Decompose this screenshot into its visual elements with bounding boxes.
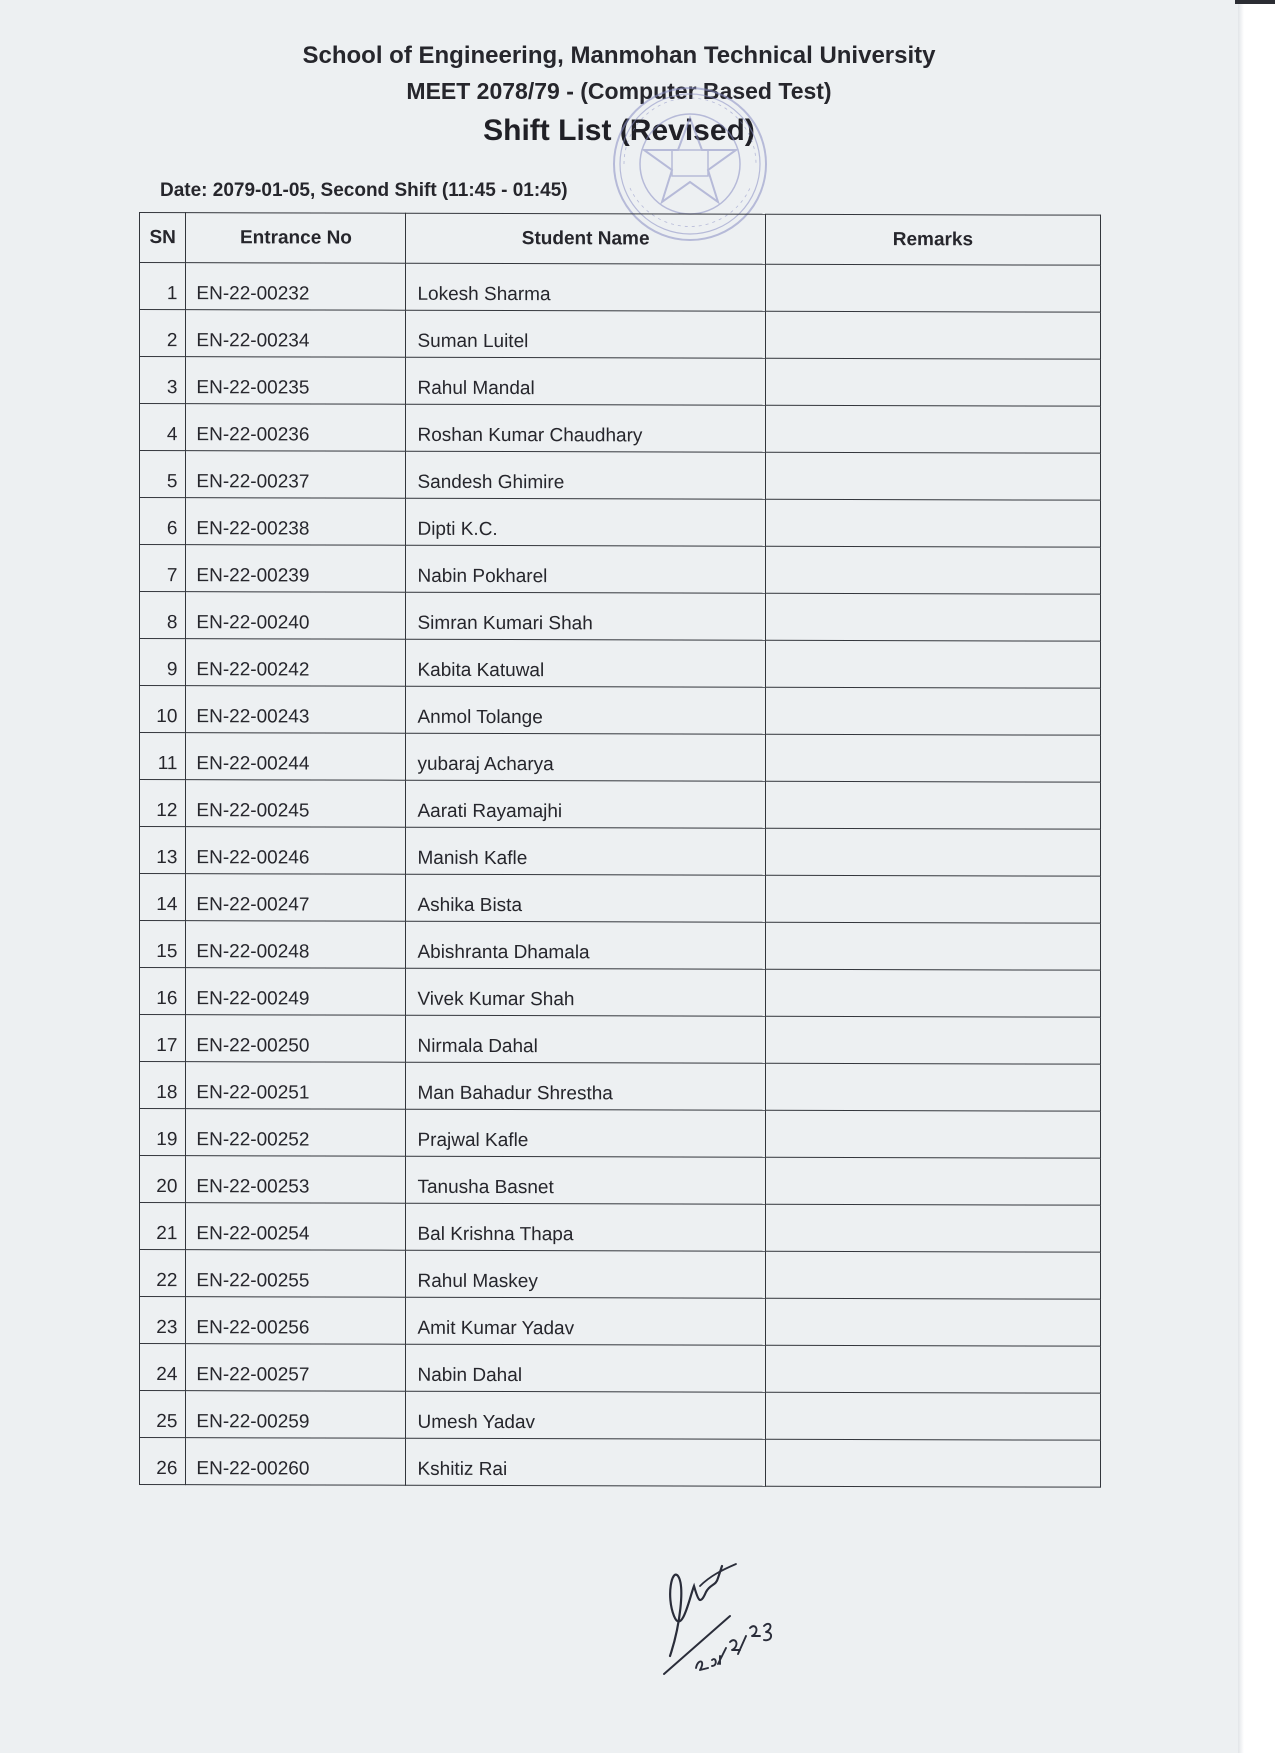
sn-cell: 4 [140,404,186,451]
student-name-cell: Abishranta Dhamala [406,921,765,969]
entrance-no-cell: EN-22-00234 [186,310,406,358]
student-name-cell: Bal Krishna Thapa [406,1203,765,1251]
entrance-no-cell: EN-22-00248 [186,921,406,969]
remarks-cell [765,781,1100,829]
sn-cell: 5 [140,451,186,498]
entrance-no-cell: EN-22-00243 [186,686,406,734]
table-row [140,1015,1101,1065]
page-title: Shift List (Revised) [483,114,755,147]
remarks-cell [765,1251,1100,1299]
exam-heading: MEET 2078/79 - (Computer Based Test) [406,78,832,104]
remarks-cell [765,922,1100,970]
table-row [140,733,1101,783]
entrance-no-cell: EN-22-00260 [186,1438,406,1486]
table-row [140,968,1101,1018]
table-row [140,1156,1101,1206]
sn-cell: 24 [140,1344,186,1391]
remarks-cell [765,969,1100,1017]
remarks-cell [765,828,1100,876]
sn-cell: 20 [140,1156,186,1203]
sn-cell: 1 [140,263,186,310]
student-name-cell: Man Bahadur Shrestha [406,1062,765,1110]
table-row [140,921,1101,971]
entrance-no-cell: EN-22-00247 [186,874,406,922]
sn-cell: 10 [140,686,186,733]
sn-cell: 25 [140,1391,186,1438]
student-name-cell: Roshan Kumar Chaudhary [406,404,765,452]
table-row [140,780,1101,830]
remarks-cell [765,1063,1100,1111]
student-name-cell: Manish Kafle [406,827,765,875]
entrance-no-cell: EN-22-00238 [186,498,406,546]
student-name-cell: Tanusha Basnet [406,1156,765,1204]
sn-cell: 13 [140,827,186,874]
sn-cell: 16 [140,968,186,1015]
entrance-no-cell: EN-22-00244 [186,733,406,781]
entrance-no-cell: EN-22-00250 [186,1015,406,1063]
table-row [140,1344,1101,1394]
remarks-cell [765,499,1100,547]
student-name-cell: Kshitiz Rai [406,1438,765,1486]
remarks-cell [765,1439,1100,1487]
table-row [140,1062,1101,1112]
student-name-cell: Rahul Mandal [406,357,765,405]
entrance-no-cell: EN-22-00255 [186,1250,406,1298]
scan-corner-mark [1235,0,1275,4]
sn-cell: 21 [140,1203,186,1250]
column-header-sn: SN [140,213,186,263]
remarks-cell [765,1298,1100,1346]
remarks-cell [765,358,1100,406]
student-name-cell: Aarati Rayamajhi [406,780,765,828]
remarks-cell [765,734,1100,782]
remarks-cell [765,452,1100,500]
column-header-remarks: Remarks [765,214,1100,265]
table-row [140,498,1101,548]
sn-cell: 6 [140,498,186,545]
remarks-cell [765,1392,1100,1440]
student-name-cell: Nabin Dahal [406,1344,765,1392]
entrance-no-cell: EN-22-00239 [186,545,406,593]
remarks-cell [765,640,1100,688]
entrance-no-cell: EN-22-00254 [186,1203,406,1251]
entrance-no-cell: EN-22-00236 [186,404,406,452]
column-header-entrance-no: Entrance No [186,213,406,264]
entrance-no-cell: EN-22-00259 [186,1391,406,1439]
table-row [140,404,1101,454]
student-name-cell: Suman Luitel [406,310,765,358]
entrance-no-cell: EN-22-00257 [186,1344,406,1392]
table-row [140,1438,1101,1488]
entrance-no-cell: EN-22-00249 [186,968,406,1016]
table-row [140,451,1101,501]
sn-cell: 9 [140,639,186,686]
entrance-no-cell: EN-22-00232 [186,263,406,311]
student-name-cell: Amit Kumar Yadav [406,1297,765,1345]
table-body [140,263,1101,1488]
institution-heading: School of Engineering, Manmohan Technical University [302,42,936,69]
entrance-no-cell: EN-22-00253 [186,1156,406,1204]
column-header-student-name: Student Name [406,213,765,264]
student-name-cell: Dipti K.C. [406,498,765,546]
table-row [140,874,1101,924]
table-row [140,1109,1101,1159]
sn-cell: 19 [140,1109,186,1156]
sn-cell: 23 [140,1297,186,1344]
shift-table [139,212,1101,1488]
table-row [140,639,1101,689]
entrance-no-cell: EN-22-00237 [186,451,406,499]
student-name-cell: Nabin Pokharel [406,545,765,593]
table-row [140,1391,1101,1441]
student-name-cell: Simran Kumari Shah [406,592,765,640]
entrance-no-cell: EN-22-00251 [186,1062,406,1110]
student-name-cell: Nirmala Dahal [406,1015,765,1063]
sn-cell: 15 [140,921,186,968]
sn-cell: 26 [140,1438,186,1485]
student-name-cell: yubaraj Acharya [406,733,765,781]
table-row [140,1250,1101,1300]
sn-cell: 14 [140,874,186,921]
table-row [140,263,1101,313]
entrance-no-cell: EN-22-00240 [186,592,406,640]
table-row [140,1203,1101,1253]
entrance-no-cell: EN-22-00252 [186,1109,406,1157]
remarks-cell [765,1345,1100,1393]
student-name-cell: Umesh Yadav [406,1391,765,1439]
table-row [140,592,1101,642]
sn-cell: 7 [140,545,186,592]
shift-date-line: Date: 2079-01-05, Second Shift (11:45 - 01:45) [160,180,568,201]
sn-cell: 22 [140,1250,186,1297]
sn-cell: 8 [140,592,186,639]
entrance-no-cell: EN-22-00246 [186,827,406,875]
table-row [140,686,1101,736]
student-name-cell: Rahul Maskey [406,1250,765,1298]
remarks-cell [765,311,1100,359]
table-row [140,310,1101,360]
sn-cell: 12 [140,780,186,827]
student-name-cell: Sandesh Ghimire [406,451,765,499]
student-name-cell: Ashika Bista [406,874,765,922]
sn-cell: 18 [140,1062,186,1109]
student-name-cell: Anmol Tolange [406,686,765,734]
sn-cell: 3 [140,357,186,404]
sn-cell: 2 [140,310,186,357]
table-header-row [140,213,1101,266]
remarks-cell [765,546,1100,594]
table-row [140,357,1101,407]
remarks-cell [765,1110,1100,1158]
student-name-cell: Lokesh Sharma [406,263,765,311]
remarks-cell [765,1157,1100,1205]
sn-cell: 17 [140,1015,186,1062]
remarks-cell [765,1016,1100,1064]
remarks-cell [765,687,1100,735]
entrance-no-cell: EN-22-00242 [186,639,406,687]
student-name-cell: Vivek Kumar Shah [406,968,765,1016]
remarks-cell [765,1204,1100,1252]
scan-margin [1238,0,1275,1753]
remarks-cell [765,593,1100,641]
entrance-no-cell: EN-22-00245 [186,780,406,828]
sn-cell: 11 [140,733,186,780]
remarks-cell [765,875,1100,923]
signature [660,1556,810,1686]
table-row [140,1297,1101,1347]
table-row [140,827,1101,877]
remarks-cell [765,405,1100,453]
entrance-no-cell: EN-22-00235 [186,357,406,405]
student-name-cell: Kabita Katuwal [406,639,765,687]
remarks-cell [765,264,1100,312]
student-name-cell: Prajwal Kafle [406,1109,765,1157]
entrance-no-cell: EN-22-00256 [186,1297,406,1345]
table-row [140,545,1101,595]
